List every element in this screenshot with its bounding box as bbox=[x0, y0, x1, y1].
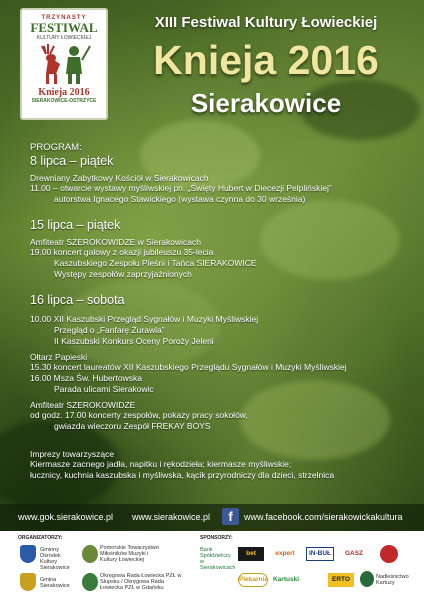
extra-events-line: Kiermasze zacnego jadła, napitku i rękodzieła; kiermasze myśliwskie; bbox=[30, 459, 292, 469]
organizer-orl: Okręgowa Rada Łowiecka PZŁ w Słupsku / Okręgowa Rada Łowiecka PZŁ w Gdańsku bbox=[100, 573, 182, 591]
program-line: gwiazda wieczoru Zespół FREKAY BOYS bbox=[54, 421, 211, 431]
venue: Ołtarz Papieski bbox=[30, 352, 88, 362]
program-line: 11.00 – otwarcie wystawy myśliwskiej pn. „Święty Hubert w Diecezji Pelplińskiej” bbox=[30, 183, 332, 193]
program-label: PROGRAM: bbox=[30, 142, 82, 153]
organizer-gmina: Gmina Sierakowice bbox=[40, 577, 70, 589]
extra-events-heading: Imprezy towarzyszące bbox=[30, 449, 115, 459]
program-line: Występy zespołów zaprzyjaźnionych bbox=[54, 269, 192, 279]
sponsor-bank: Bank Spółdzielczy w Sierakowicach bbox=[200, 547, 236, 571]
sponsor-bet: bet bbox=[238, 547, 264, 561]
logo-title: Knieja 2016 bbox=[38, 87, 90, 98]
sponsor-nadlesnictwo: Nadleśnictwo Kartuzy bbox=[376, 574, 409, 586]
event-town: Sierakowice bbox=[190, 88, 342, 118]
venue: Amfiteatr SZEROKOWIDZE w Sierakowicach bbox=[30, 237, 201, 247]
websites-bar bbox=[0, 504, 424, 531]
program-line: Kaszubskiego Zespołu Pieśni i Tańca SIERAKOWICE bbox=[54, 258, 257, 268]
day-heading: 16 lipca – sobota bbox=[30, 293, 125, 307]
orl-emblem-icon bbox=[82, 573, 98, 591]
program-line: Parada ulicami Sierakowic bbox=[54, 384, 154, 394]
sponsors-label: SPONSORZY: bbox=[200, 535, 233, 541]
sponsor-expert: expert bbox=[275, 550, 295, 557]
sponsor-gasz: GASZ bbox=[344, 550, 364, 557]
ptmmkl-emblem-icon bbox=[82, 545, 98, 563]
logo-subtitle: KULTURY ŁOWIECKIEJ bbox=[36, 35, 92, 41]
facebook-link[interactable]: www.facebook.com/sierakowickakultura bbox=[244, 512, 403, 522]
logo-word: FESTIWAL bbox=[30, 20, 98, 35]
day-heading: 15 lipca – piątek bbox=[30, 218, 121, 232]
program-line: od godz. 17.00 koncerty zespołów, pokazy pracy sokołów, bbox=[30, 410, 248, 420]
festival-logo bbox=[20, 8, 108, 120]
venue: Drewniany Zabytkowy Kościół w Sierakowicach bbox=[30, 173, 209, 183]
gmina-emblem-icon bbox=[20, 573, 36, 591]
sponsor-piekarnia: Piekarnia bbox=[238, 573, 268, 587]
program bbox=[30, 142, 415, 481]
event-title: Knieja 2016 bbox=[153, 37, 379, 83]
sponsor-kartuski: Kartuski bbox=[272, 576, 299, 583]
program-line: autorstwa Ignacego Stawickiego (wystawa czynna do 30 września) bbox=[54, 194, 306, 204]
sponsors-footer bbox=[0, 531, 424, 600]
program-line: 19.00 koncert galowy z okazji jubileuszu 35-lecia bbox=[30, 247, 214, 257]
gok-emblem-icon bbox=[20, 545, 36, 563]
town-website-link[interactable]: www.sierakowice.pl bbox=[132, 512, 211, 522]
logo-top-text: TRZYNASTY bbox=[41, 15, 87, 21]
sponsor-erto: ERTO bbox=[328, 573, 354, 587]
program-line: 15.30 koncert laureatów XII Kaszubskiego Przeglądu Sygnałów i Muzyki Myśliwskiej bbox=[30, 362, 347, 372]
deer-hunter-icon bbox=[34, 42, 94, 86]
forest-emblem-icon bbox=[360, 571, 374, 587]
extra-events-line: łucznicy, kuchnia kaszubska i myśliwska, kącik przyrodniczy dla dzieci, strzelnica bbox=[30, 470, 335, 480]
program-line: II Kaszubski Konkurs Oceny Poroży Jeleni bbox=[54, 336, 214, 346]
gok-website-link[interactable]: www.gok.sierakowice.pl bbox=[18, 512, 114, 522]
program-line: 16.00 Msza Św. Hubertowska bbox=[30, 373, 142, 383]
sponsor-inbul: IN-BUŁ bbox=[306, 547, 334, 561]
program-line: Przegląd o „Fanfarę Żurawia” bbox=[54, 325, 165, 335]
organizer-gok: Gminny Ośrodek Kultury Sierakowice bbox=[40, 547, 70, 571]
facebook-icon[interactable]: f bbox=[222, 508, 239, 525]
day-heading: 8 lipca – piątek bbox=[30, 154, 114, 168]
logo-place: SIERAKOWICE-OSTRZYCE bbox=[31, 98, 97, 104]
venue: Amfiteatr SZEROKOWIDZE bbox=[30, 400, 136, 410]
program-line: 10.00 XII Kaszubski Przegląd Sygnałów i Muzyki Myśliwskiej bbox=[30, 314, 259, 324]
festival-name: XIII Festiwal Kultury Łowieckiej bbox=[154, 14, 378, 31]
organizer-ptmmkl: Pomorskie Towarzystwo Miłośników Muzyki i Kultury Łowieckiej bbox=[100, 545, 159, 563]
organizers-label: ORGANIZATORZY: bbox=[18, 535, 63, 541]
sponsor-badge-icon bbox=[380, 545, 398, 563]
